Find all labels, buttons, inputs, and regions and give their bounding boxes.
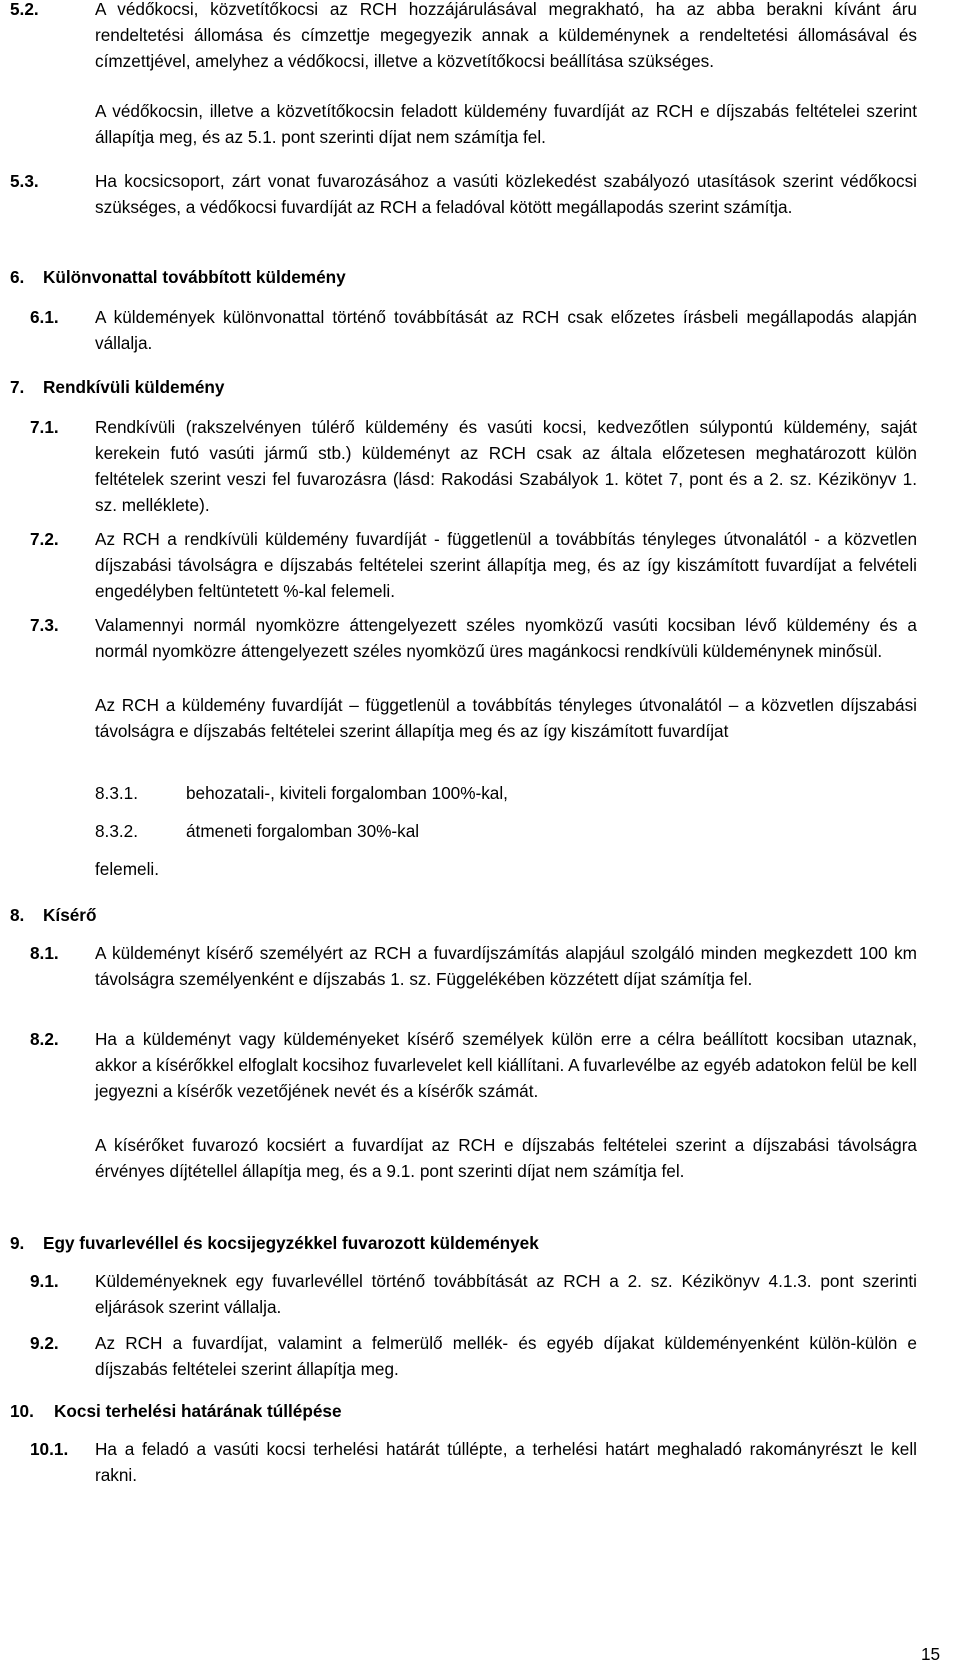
paragraph: Az RCH a fuvardíjat, valamint a felmerülő mellék- és egyéb díjakat küldeményenként külön-külön e díjszabás feltételei szerint állapítja meg. [95,1333,917,1379]
list-item [95,780,508,806]
section-number: 7.2. [30,529,59,549]
section-number: 7.1. [30,417,59,437]
section-heading [10,374,224,400]
paragraph: Ha a küldeményt vagy küldeményeket kísérő személyek külön erre a célra beállított kocsiban utaznak, akkor a kísérőkkel elfoglalt kocsihoz fuvarlevelet kell kiállítani. A fuvarlevélbe az egyéb adatokon felül be kell jegyezni a kísérők vezetőjének nevét és a kísérők számát. [95,1029,917,1101]
paragraph: felemeli. [95,859,159,879]
paragraph: A védőkocsi, közvetítőkocsi az RCH hozzájárulásával megrakható, ha az abba berakni kívánt áru rendeltetési állomása és címzettje megegyezik annak a küldeménynek a rendeltetési állomásával és címzettjével, amelyhez a védőkocsi, illetve a közvetítőkocsi beállítása szükséges. [95,0,917,71]
heading-title: Különvonattal továbbított küldemény [43,267,346,287]
section-heading [10,1398,342,1424]
paragraph: A küldeményt kísérő személyért az RCH a fuvardíjszámítás alapjául szolgáló minden megkezdett 100 km távolságra személyenként e díjszabás 1. sz. Függelékében közzétett díjat számítja fel. [95,943,917,989]
list-item-text: behozatali-, kiviteli forgalomban 100%-kal, [186,783,508,803]
section-heading [10,902,97,928]
paragraph: Rendkívüli (rakszelvényen túlérő küldemény és vasúti kocsi, kedvezőtlen súlypontú küldemény, saját kerekein futó vasúti jármű stb.) küldeményt az RCH csak az általa előzetesen meghatározott külön feltételek szerint veszi fel fuvarozásra (lásd: Rakodási Szabályok 1. kötet 7, pont és a 2. sz. Kézikönyv 1. sz. melléklete). [95,417,917,515]
section-heading [10,264,346,290]
heading-number: 7. [10,377,25,397]
section-number: 10.1. [30,1439,69,1459]
list-item-code: 8.3.1. [95,783,139,803]
section-number: 6.1. [30,307,59,327]
section-number: 7.3. [30,615,59,635]
heading-title: Rendkívüli küldemény [43,377,225,397]
heading-number: 10. [10,1401,34,1421]
heading-title: Kocsi terhelési határának túllépése [54,1401,342,1421]
list-item-code: 8.3.2. [95,821,139,841]
heading-title: Kísérő [43,905,97,925]
section-number: 9.1. [30,1271,59,1291]
paragraph: A kísérőket fuvarozó kocsiért a fuvardíjat az RCH e díjszabás feltételei szerint a díjszabási távolságra érvényes díjtétellel állapítja meg, és a 9.1. pont szerinti díjat nem számítja fel. [95,1135,917,1181]
paragraph: Az RCH a rendkívüli küldemény fuvardíját - függetlenül a továbbítás tényleges útvonalától - a közvetlen díjszabási távolságra e díjszabás feltételei szerint állapítja meg, és az így kiszámított fuvardíjat a felvételi engedélyben feltüntetett %-kal felemeli. [95,529,917,601]
paragraph: Ha a feladó a vasúti kocsi terhelési határát túllépte, a terhelési határt meghaladó rakományrészt le kell rakni. [95,1439,917,1485]
heading-number: 9. [10,1233,25,1253]
paragraph: A védőkocsin, illetve a közvetítőkocsin feladott küldemény fuvardíját az RCH e díjszabás feltételei szerint állapítja meg, és az 5.1. pont szerinti díjat nem számítja fel. [95,101,917,147]
section-number: 8.1. [30,943,59,963]
section-number: 5.2. [10,0,39,19]
heading-title: Egy fuvarlevéllel és kocsijegyzékkel fuvarozott küldemények [43,1233,539,1253]
paragraph: Ha kocsicsoport, zárt vonat fuvarozásához a vasúti közlekedést szabályozó utasítások szerint védőkocsi szükséges, a védőkocsi fuvardíját az RCH a feladóval kötött megállapodás szerint számítja. [95,171,917,217]
page-number: 15 [921,1644,941,1664]
list-item [95,818,419,844]
list-item-text: átmeneti forgalomban 30%-kal [186,821,420,841]
paragraph: Küldeményeknek egy fuvarlevéllel történő továbbítását az RCH a 2. sz. Kézikönyv 4.1.3. pont szerinti eljárások szerint vállalja. [95,1271,917,1317]
section-heading [10,1230,539,1256]
paragraph: Az RCH a küldemény fuvardíját – függetlenül a továbbítás tényleges útvonalától – a közvetlen díjszabási távolságra e díjszabás feltételei szerint állapítja meg és az így kiszámított fuvardíjat [95,695,917,741]
heading-number: 6. [10,267,25,287]
paragraph: A küldemények különvonattal történő továbbítását az RCH csak előzetes írásbeli megállapodás alapján vállalja. [95,307,917,353]
paragraph: Valamennyi normál nyomközre áttengelyezett széles nyomközű vasúti kocsiban lévő küldemény és a normál nyomközre áttengelyezett széles nyomközű üres magánkocsi rendkívüli küldeménynek minősül. [95,615,917,661]
section-number: 8.2. [30,1029,59,1049]
heading-number: 8. [10,905,25,925]
section-number: 9.2. [30,1333,59,1353]
section-number: 5.3. [10,171,39,191]
